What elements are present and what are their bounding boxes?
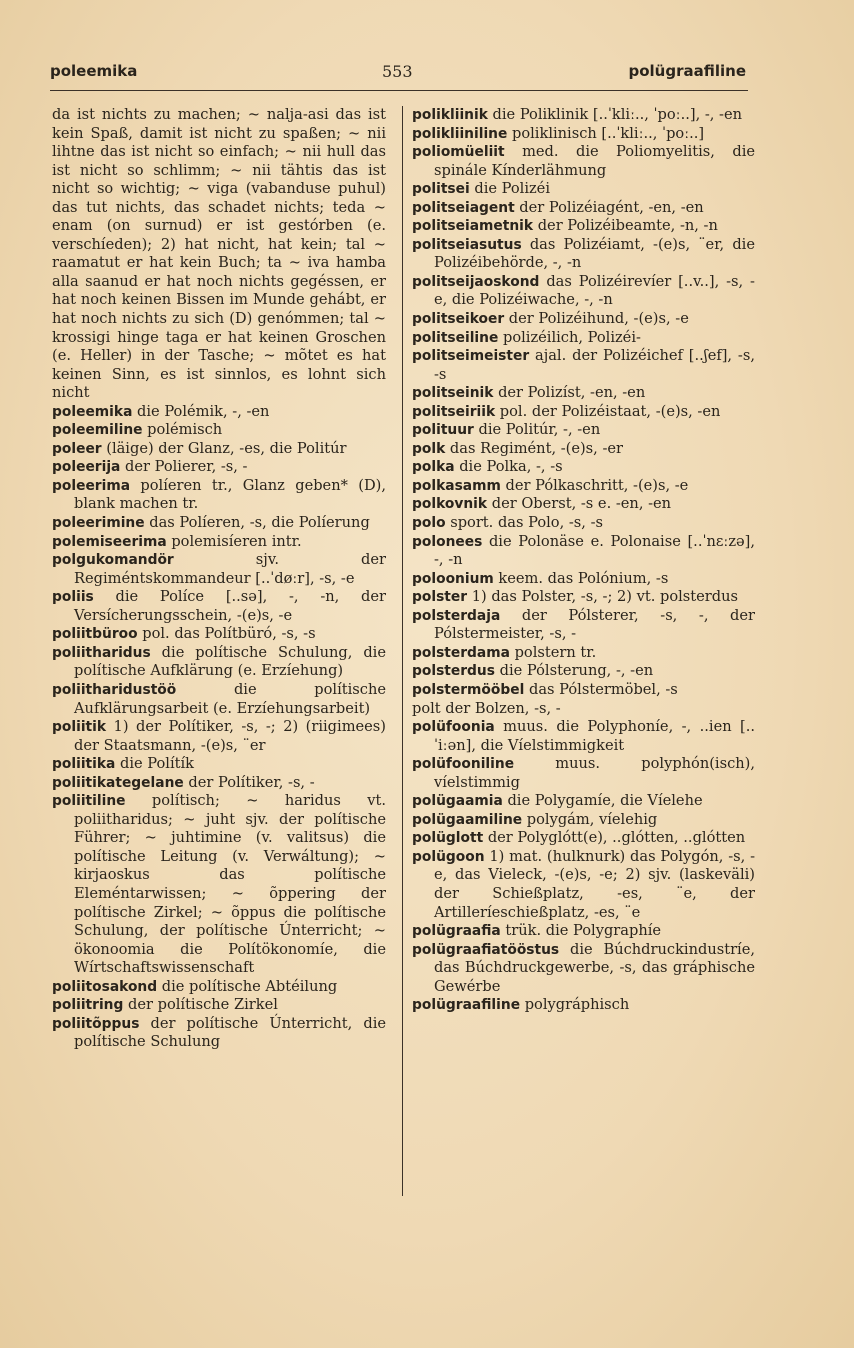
page-number: 553 — [382, 62, 413, 81]
entry-headword: poliitõppus — [52, 1015, 140, 1032]
dictionary-entry — [412, 718, 755, 755]
entry-headword: polonees — [412, 533, 483, 550]
entry-definition: muus. polyphón(isch), víelstimmig — [434, 755, 755, 791]
entry-definition: der Polizéiagént, -en, -en — [514, 198, 704, 216]
entry-definition: polstern tr. — [509, 643, 597, 661]
entry-headword: polüfoonia — [412, 719, 495, 736]
entry-headword: polsterdaja — [412, 607, 501, 624]
entry-headword: poleerimine — [52, 515, 145, 532]
entry-headword: poleer — [52, 440, 102, 457]
entry-headword: polsterdus — [412, 663, 495, 680]
entry-definition: polizéilich, Polizéi- — [498, 328, 641, 346]
left-column — [52, 106, 386, 1052]
entry-definition: ajal. der Polizéichef [..ʃef], -s, -s — [434, 347, 755, 383]
entry-headword: polügraafia — [412, 923, 501, 940]
entry-definition: (läige) der Glanz, -es, die Politúr — [101, 439, 347, 457]
entry-definition: der Polyglótt(e), ..glótten, ..glótten — [483, 829, 746, 847]
entry-definition: 1) mat. (hulknurk) das Polygón, -s, -e, das Vieleck, -(e)s, -e; 2) sjv. (laskeväli) der Schießplatz, -es, ¨e, der Artilleríeschießplatz, -es, ¨e — [434, 847, 755, 921]
dictionary-entry — [412, 792, 755, 811]
entry-definition: trük. die Polygraphíe — [500, 922, 662, 940]
dictionary-entry — [412, 570, 755, 589]
dictionary-entry — [412, 458, 755, 477]
entry-definition: der polítische Zirkel — [123, 996, 278, 1014]
entry-definition: die Polítík — [115, 755, 195, 773]
entry-definition: sjv. der Regiméntskommandeur [..ˈdøːr], -s, -e — [74, 551, 386, 587]
entry-headword: politseiline — [412, 329, 499, 346]
dictionary-entry — [412, 329, 755, 348]
entry-headword: poliomüeliit — [412, 144, 505, 161]
entry-definition: die Polka, -, -s — [454, 458, 563, 476]
entry-headword: poliitosakond — [52, 978, 158, 995]
entry-headword: polkasamm — [412, 477, 501, 494]
entry-headword: polikliiniline — [412, 125, 508, 142]
entry-headword: politseiriik — [412, 403, 496, 420]
dictionary-entry — [52, 421, 386, 440]
entry-definition: das Regimént, -(e)s, -er — [445, 439, 623, 457]
dictionary-entry — [52, 106, 386, 403]
dictionary-entry — [52, 625, 386, 644]
entry-definition: sport. das Polo, -s, -s — [445, 514, 603, 532]
entry-definition: pol. der Polizéistaat, -(e)s, -en — [495, 402, 721, 420]
dictionary-entry — [412, 403, 755, 422]
entry-headword: polkovnik — [412, 496, 488, 513]
dictionary-entry — [412, 700, 755, 719]
entry-headword: poleemika — [52, 403, 133, 420]
entry-definition: das Polizéiamt, -(e)s, ¨er, die Polizéibehörde, -, -n — [434, 235, 755, 272]
entry-definition: polt der Bolzen, -s, - — [412, 699, 561, 717]
entry-headword: poliitik — [52, 719, 107, 736]
entry-headword: poliitika — [52, 756, 116, 773]
entry-definition: die Políce [..sə], -, -n, der Versícherungsschein, -(e)s, -e — [74, 588, 386, 624]
entry-definition: die polítische Abtéilung — [157, 977, 338, 995]
dictionary-entry — [412, 440, 755, 459]
entry-definition: der Pólkaschritt, -(e)s, -e — [500, 476, 689, 494]
entry-definition: der Polizíst, -en, -en — [493, 384, 646, 402]
dictionary-entry — [412, 848, 755, 922]
dictionary-entry — [412, 755, 755, 792]
dictionary-entry — [412, 607, 755, 644]
entry-definition: die Poliklinik [..ˈkliː.., ˈpoː..], -, -en — [487, 106, 743, 123]
entry-definition: políeren tr., Glanz geben* (D), blank machen tr. — [74, 476, 386, 513]
dictionary-entry — [52, 681, 386, 718]
entry-headword: politseinik — [412, 385, 494, 402]
dictionary-entry — [52, 755, 386, 774]
entry-headword: polo — [412, 515, 446, 532]
entry-definition: da ist nichts zu machen; ~ nalja-asi das ist kein Spaß, damit ist nicht zu spaßen; ~ nii lihtne das ist nicht so einfach; ~ nii hull das ist nicht so schlimm; ~ nii tähtis das ist nicht so wichtig; ~ viga (vabanduse puhul) das tut nichts, das schadet nichts; teda ~ enam (on surnud) er ist gestórben (e. verschíeden); 2) hat nicht, hat kein; tal ~ raamatut er hat kein Buch; ta ~ iva hamba alla saanud er hat noch nichts gegéssen, er hat noch keinen Bissen im Munde gehábt, er hat noch nichts zu sich (D) genómmen; tal ~ krossigi hinge taga er hat keinen Groschen (e. Heller) in der Tasche; ~ mõtet es hat keinen Sinn, es ist sinnlos, es lohnt sich nicht — [52, 106, 386, 402]
entry-definition: die Pólsterung, -, -en — [494, 662, 654, 680]
dictionary-entry — [52, 978, 386, 997]
dictionary-entry — [52, 533, 386, 552]
entry-headword: polügaamia — [412, 793, 503, 810]
entry-definition: das Pólstermöbel, -s — [524, 680, 678, 698]
entry-headword: politseimeister — [412, 348, 530, 365]
dictionary-entry — [412, 941, 755, 997]
entry-definition: polygráphisch — [520, 996, 630, 1014]
dictionary-entry — [412, 922, 755, 941]
entry-headword: polemiseerima — [52, 533, 167, 550]
entry-definition: die Polizéi — [469, 180, 550, 198]
dictionary-entry — [412, 514, 755, 533]
entry-definition: med. die Poliomyelitis, die spinále Kínderlähmung — [434, 143, 755, 179]
right-column — [412, 106, 755, 1015]
dictionary-entry — [412, 829, 755, 848]
entry-headword: poleerima — [52, 477, 131, 494]
entry-definition: der Polítiker, -s, - — [183, 773, 315, 791]
dictionary-entry — [412, 106, 755, 125]
dictionary-entry — [52, 551, 386, 588]
entry-definition: 1) das Polster, -s, -; 2) vt. polsterdus — [467, 588, 738, 606]
dictionary-entry — [412, 495, 755, 514]
entry-headword: polügoon — [412, 848, 485, 865]
entry-headword: politseikoer — [412, 311, 505, 328]
entry-definition: die Búchdruckindustríe, das Búchdruckgewerbe, -s, das gráphische Gewérbe — [434, 940, 755, 995]
dictionary-entry — [412, 681, 755, 700]
entry-definition: die polítische Schulung, die polítische Aufklärung (e. Erzíehung) — [74, 643, 386, 680]
entry-definition: die Polonäse e. Polonaise [..ˈnɛːzə], -, -n — [434, 532, 755, 569]
entry-headword: poliitharidus — [52, 644, 151, 661]
dictionary-entry — [52, 644, 386, 681]
entry-definition: der Polizéibeamte, -n, -n — [533, 217, 718, 235]
dictionary-entry — [52, 718, 386, 755]
entry-definition: die Polémik, -, -en — [132, 402, 270, 420]
dictionary-entry — [412, 996, 755, 1015]
entry-definition: 1) der Polítiker, -s, -; 2) (riigimees) der Staatsmann, -(e)s, ¨er — [74, 718, 386, 754]
entry-headword: politseiametnik — [412, 218, 534, 235]
entry-definition: der Polierer, -s, - — [120, 458, 248, 476]
dictionary-entry — [412, 199, 755, 218]
dictionary-entry — [412, 533, 755, 570]
entry-definition: pol. das Polítbüró, -s, -s — [137, 625, 316, 643]
dictionary-entry — [412, 384, 755, 403]
entry-definition: keem. das Polónium, -s — [493, 569, 669, 587]
entry-headword: polgukomandör — [52, 552, 174, 569]
entry-headword: politseijaoskond — [412, 273, 540, 290]
dictionary-entry — [412, 217, 755, 236]
dictionary-entry — [412, 662, 755, 681]
entry-definition: der Pólsterer, -s, -, der Pólstermeister, -s, - — [434, 606, 755, 643]
dictionary-entry — [52, 458, 386, 477]
dictionary-entry — [52, 477, 386, 514]
dictionary-entry — [52, 774, 386, 793]
entry-headword: polügraafiatööstus — [412, 941, 560, 958]
entry-headword: polüfooniline — [412, 756, 515, 773]
dictionary-entry — [52, 996, 386, 1015]
header-rule — [50, 90, 748, 91]
dictionary-entry — [412, 811, 755, 830]
entry-headword: politsei — [412, 181, 470, 198]
entry-headword: polüglott — [412, 830, 484, 847]
dictionary-entry — [412, 644, 755, 663]
dictionary-entry — [52, 792, 386, 977]
dictionary-entry — [412, 180, 755, 199]
dictionary-entry — [412, 236, 755, 273]
dictionary-entry — [412, 143, 755, 180]
entry-headword: poloonium — [412, 570, 494, 587]
entry-definition: polemisíeren intr. — [166, 532, 302, 550]
entry-headword: polka — [412, 459, 455, 476]
dictionary-entry — [412, 421, 755, 440]
entry-definition: der Polizéihund, -(e)s, -e — [504, 310, 689, 328]
entry-headword: polügraafiline — [412, 997, 521, 1014]
dictionary-entry — [412, 273, 755, 310]
entry-headword: poleemiline — [52, 422, 143, 439]
entry-headword: poleerija — [52, 459, 121, 476]
entry-headword: poliis — [52, 589, 94, 606]
entry-definition: der polítische Únterricht, die polítische Schulung — [74, 1014, 386, 1051]
entry-definition: die polítische Aufklärungsarbeit (e. Erzíehungsarbeit) — [74, 680, 386, 717]
dictionary-entry — [412, 477, 755, 496]
entry-headword: polügaamiline — [412, 811, 523, 828]
entry-headword: poliitharidustöö — [52, 681, 177, 698]
dictionary-entry — [412, 588, 755, 607]
dictionary-entry — [52, 514, 386, 533]
entry-definition: polítisch; ~ haridus vt. poliitharidus; ~ juht sjv. der polítische Führer; ~ juhtimine (v. valitsus) die polítische Leitung (v. Verwáltung); ~ kirjaoskus das polítische Eleméntarwissen; ~ õppering der polítische Zirkel; ~ õppus die polítische Schulung, der polítische Únterricht; ~ ökonoomia die Polítökonomíe, die Wírtschaftswissenschaft — [74, 792, 386, 977]
entry-definition: das Políeren, -s, die Políerung — [144, 514, 370, 532]
dictionary-entry — [52, 588, 386, 625]
entry-headword: polstermööbel — [412, 681, 525, 698]
entry-headword: polk — [412, 440, 446, 457]
entry-headword: poliitikategelane — [52, 774, 184, 791]
entry-headword: poliitring — [52, 997, 124, 1014]
entry-definition: die Polygamíe, die Víelehe — [502, 792, 703, 810]
entry-definition: der Oberst, -s e. -en, -en — [487, 495, 672, 513]
entry-definition: die Politúr, -, -en — [473, 421, 601, 439]
dictionary-entry — [52, 403, 386, 422]
column-divider — [402, 106, 403, 1196]
entry-headword: politseiagent — [412, 199, 515, 216]
entry-definition: das Polizéirevíer [..v..], -s, -e, die Polizéiwache, -, -n — [434, 272, 755, 309]
entry-headword: politseiasutus — [412, 236, 522, 253]
dictionary-entry — [412, 347, 755, 384]
entry-headword: polsterdama — [412, 644, 510, 661]
dictionary-entry — [412, 310, 755, 329]
header-left-word: poleemika — [50, 62, 138, 80]
entry-headword: poliitiline — [52, 793, 126, 810]
entry-definition: muus. die Polyphoníe, -, ..ien [..ˈiːən], die Víelstimmigkeit — [434, 718, 755, 754]
entry-definition: poliklinisch [..ˈkliː.., ˈpoː..] — [507, 124, 705, 142]
entry-headword: poliitbüroo — [52, 626, 138, 643]
dictionary-entry — [412, 125, 755, 144]
dictionary-entry — [52, 440, 386, 459]
entry-definition: polémisch — [142, 421, 223, 439]
entry-headword: polikliinik — [412, 107, 488, 123]
entry-headword: polster — [412, 589, 468, 606]
entry-definition: polygám, víelehig — [522, 810, 658, 828]
entry-headword: polituur — [412, 422, 474, 439]
dictionary-entry — [52, 1015, 386, 1052]
header-right-word: polügraafiline — [628, 62, 746, 80]
